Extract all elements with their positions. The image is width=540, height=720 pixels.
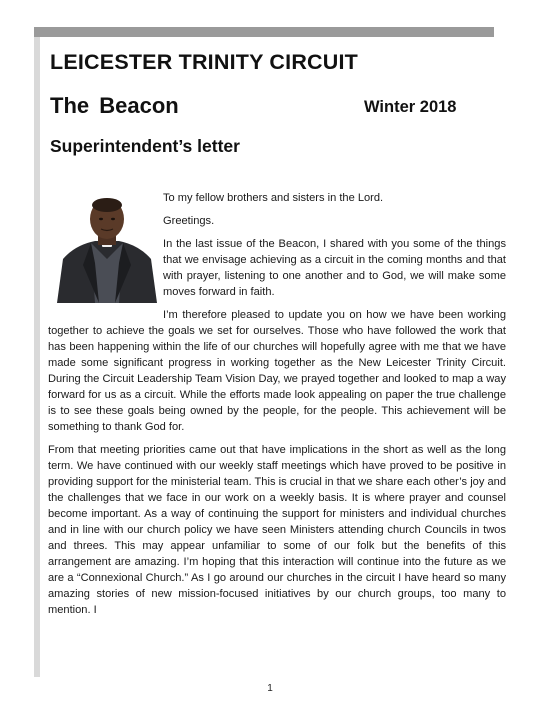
- salutation: To my fellow brothers and sisters in the Lord.: [163, 192, 384, 204]
- photo-spacer: [48, 190, 163, 313]
- magazine-title: The Beacon: [50, 93, 179, 118]
- paragraph-3: From that meeting priorities came out that have implications in the short as well as the long term. We have continued with our weekly staff meetings which have proved to be positive in providing support for the ministerial team. This is crucial in that we share each other’s joy and the challenges that we face in our work on a weekly basis. It is where prayer and counsel become important. As a way of continuing the support for ministers and individual churches and in line with our church policy we have seen Ministers attending church Councils in twos and threes. This may appear unfamiliar to some of our folk but the benefits of this arrangement are amazing. I’m hoping that this interaction will continue into the future as we are a “Connexional Church.” As I go around our churches in the circuit I have heard so many amazing stories of new mission-focused initiatives by our church groups, too many to mention. I: [48, 444, 506, 616]
- letter-body: [48, 190, 506, 625]
- header-rule: [34, 27, 494, 37]
- greeting: Greetings.: [163, 215, 215, 227]
- paragraph-2: I’m therefore pleased to update you on how we have been working together to achieve the goals we set for ourselves. Those who have followed the work that has been happening within the life of our churches will hopefully agree with me that we have made some significant progress in working together as the New Leicester Trinity Circuit. During the Circuit Leadership Team Vision Day, we prayed together and looked to map a way forward for us as a circuit. While the efforts made look appealing on paper the true challenge is to see these goals being owned by the people, for the people. This achievement will be something to thank God for.: [48, 309, 506, 433]
- page-number: 1: [267, 683, 273, 694]
- circuit-title: LEICESTER TRINITY CIRCUIT: [50, 50, 359, 74]
- paragraph-1: In the last issue of the Beacon, I shared with you some of the things that we envisage achieving as a circuit in the coming months and that with prayer, listening to one another and to God, we will make some moves forward in faith.: [163, 238, 506, 298]
- margin-rule: [34, 37, 40, 677]
- issue-label: Winter 2018: [364, 98, 457, 116]
- article-title: Superintendent’s letter: [50, 136, 240, 156]
